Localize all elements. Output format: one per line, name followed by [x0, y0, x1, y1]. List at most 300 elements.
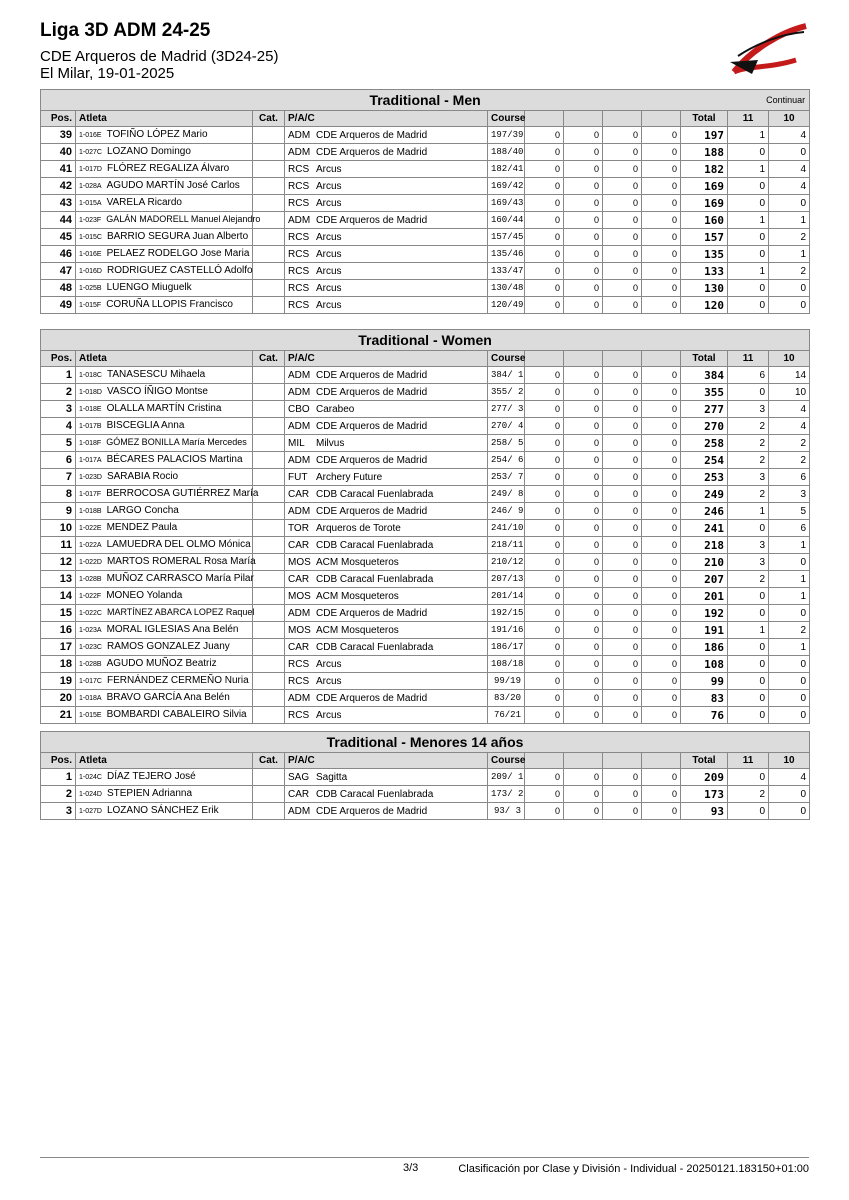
club-name: CDE Arqueros de Madrid — [316, 386, 428, 398]
table-row — [41, 622, 810, 639]
category — [253, 554, 285, 571]
position: 4 — [41, 418, 76, 435]
table-row — [41, 401, 810, 418]
count-10: 0 — [769, 144, 810, 161]
score-cell: 0 — [525, 384, 564, 401]
count-11: 0 — [728, 229, 769, 246]
position: 18 — [41, 656, 76, 673]
score-cell: 0 — [603, 263, 642, 280]
score-cell: 0 — [642, 246, 681, 263]
category — [253, 520, 285, 537]
club-code: ADM — [288, 386, 311, 398]
count-10: 14 — [769, 367, 810, 384]
club-code: RCS — [288, 248, 310, 260]
category — [253, 144, 285, 161]
athlete-name: VASCO ÍÑIGO Montse — [106, 386, 208, 397]
athlete — [76, 263, 253, 280]
score-cell: 0 — [564, 803, 603, 820]
club-code: RCS — [288, 180, 310, 192]
club-name: CDB Caracal Fuenlabrada — [316, 788, 434, 800]
count-11: 1 — [728, 161, 769, 178]
count-10: 4 — [769, 161, 810, 178]
category — [253, 297, 285, 314]
col-11-header: 11 — [728, 351, 769, 367]
athlete-name: GALÁN MADORELL Manuel Alejandro — [106, 214, 261, 224]
score-cell: 0 — [525, 605, 564, 622]
score-cell: 0 — [525, 469, 564, 486]
category — [253, 605, 285, 622]
col-pac-header: P/A/C — [285, 753, 488, 769]
total-score: 249 — [681, 486, 728, 503]
club — [285, 229, 488, 246]
score-cell: 0 — [642, 469, 681, 486]
total-score: 191 — [681, 622, 728, 639]
club-logo — [726, 22, 828, 78]
count-11: 3 — [728, 537, 769, 554]
category — [253, 571, 285, 588]
score-cell: 0 — [642, 144, 681, 161]
count-10: 0 — [769, 554, 810, 571]
athlete — [76, 639, 253, 656]
club-name: CDE Arqueros de Madrid — [316, 129, 428, 141]
score-cell: 0 — [642, 554, 681, 571]
score-cell: 0 — [525, 229, 564, 246]
table-row — [41, 367, 810, 384]
score-cell: 0 — [603, 144, 642, 161]
club-code: ADM — [288, 805, 311, 817]
count-10: 0 — [769, 656, 810, 673]
score-cell: 0 — [642, 673, 681, 690]
club-code: MIL — [288, 437, 305, 449]
col-pos-header: Pos. — [41, 753, 76, 769]
club-name: CDE Arqueros de Madrid — [316, 692, 428, 704]
club-code: MOS — [288, 590, 311, 602]
target-code: 1-028B — [79, 576, 102, 583]
target-code: 1-016E — [79, 132, 102, 139]
position: 3 — [41, 401, 76, 418]
category — [253, 280, 285, 297]
club-code: RCS — [288, 299, 310, 311]
athlete — [76, 707, 253, 724]
score-cell: 0 — [642, 656, 681, 673]
club — [285, 707, 488, 724]
athlete — [76, 605, 253, 622]
score-cell: 0 — [603, 605, 642, 622]
club — [285, 401, 488, 418]
table-row — [41, 690, 810, 707]
course-score: 120/49 — [488, 297, 525, 314]
count-10: 0 — [769, 673, 810, 690]
count-10: 1 — [769, 588, 810, 605]
score-cell: 0 — [603, 486, 642, 503]
score-cell: 0 — [603, 469, 642, 486]
target-code: 1-017A — [79, 457, 102, 464]
event-name: CDE Arqueros de Madrid (3D24-25) — [40, 48, 279, 65]
course-score: 254/ 6 — [488, 452, 525, 469]
club-code: RCS — [288, 282, 310, 294]
club — [285, 803, 488, 820]
score-cell: 0 — [525, 690, 564, 707]
score-cell: 0 — [525, 554, 564, 571]
score-cell: 0 — [603, 639, 642, 656]
col-total-header: Total — [681, 351, 728, 367]
athlete-name: BRAVO GARCÍA Ana Belén — [106, 692, 230, 703]
page-title: Liga 3D ADM 24-25 — [40, 20, 211, 41]
score-cell: 0 — [525, 280, 564, 297]
athlete — [76, 554, 256, 571]
athlete-name: DÍAZ TEJERO José — [106, 771, 196, 782]
category — [253, 178, 285, 195]
club-code: ADM — [288, 454, 311, 466]
athlete — [76, 280, 253, 297]
club — [285, 656, 488, 673]
score-cell: 0 — [564, 786, 603, 803]
col-11-header: 11 — [728, 111, 769, 127]
section-title-text: Traditional - Men — [369, 92, 481, 108]
athlete-name: MORAL IGLESIAS Ana Belén — [106, 624, 239, 635]
athlete-name: AGUDO MARTÍN José Carlos — [106, 180, 240, 191]
position: 46 — [41, 246, 76, 263]
score-cell: 0 — [564, 178, 603, 195]
col-total-header: Total — [681, 753, 728, 769]
athlete — [76, 503, 253, 520]
table-row — [41, 503, 810, 520]
course-score: 169/42 — [488, 178, 525, 195]
club-name: Archery Future — [316, 471, 383, 483]
count-11: 0 — [728, 803, 769, 820]
score-cell: 0 — [642, 435, 681, 452]
club-code: CAR — [288, 641, 310, 653]
athlete-name: SARABIA Rocio — [106, 471, 179, 482]
athlete — [76, 520, 253, 537]
course-score: 253/ 7 — [488, 469, 525, 486]
score-cell: 0 — [525, 769, 564, 786]
course-score: 76/21 — [488, 707, 525, 724]
score-cell: 0 — [525, 803, 564, 820]
score-cell: 0 — [564, 469, 603, 486]
position: 21 — [41, 707, 76, 724]
total-score: 93 — [681, 803, 728, 820]
athlete — [76, 673, 253, 690]
table-row — [41, 144, 810, 161]
club-name: Arcus — [316, 709, 342, 721]
total-score: 188 — [681, 144, 728, 161]
table-row — [41, 707, 810, 724]
total-score: 270 — [681, 418, 728, 435]
count-10: 0 — [769, 195, 810, 212]
count-11: 0 — [728, 144, 769, 161]
athlete-name: MARTOS ROMERAL Rosa María — [106, 556, 256, 567]
table-row — [41, 263, 810, 280]
footer-divider — [40, 1157, 809, 1158]
count-11: 0 — [728, 605, 769, 622]
club — [285, 161, 488, 178]
athlete-name: LUENGO Miuguelk — [106, 282, 192, 293]
count-11: 0 — [728, 639, 769, 656]
count-10: 1 — [769, 639, 810, 656]
table-row — [41, 195, 810, 212]
club-code: RCS — [288, 658, 310, 670]
section-title-text: Traditional - Women — [358, 332, 492, 348]
col-empty — [564, 111, 603, 127]
score-cell: 0 — [564, 297, 603, 314]
table-row — [41, 520, 810, 537]
club-code: ADM — [288, 607, 311, 619]
score-cell: 0 — [525, 144, 564, 161]
table-row — [41, 554, 810, 571]
club-code: RCS — [288, 197, 310, 209]
score-cell: 0 — [564, 656, 603, 673]
col-cat-header: Cat. — [253, 351, 285, 367]
table-row — [41, 673, 810, 690]
total-score: 173 — [681, 786, 728, 803]
score-cell: 0 — [525, 537, 564, 554]
category — [253, 469, 285, 486]
score-cell: 0 — [603, 588, 642, 605]
club-name: CDE Arqueros de Madrid — [316, 505, 428, 517]
count-11: 2 — [728, 571, 769, 588]
club — [285, 127, 488, 144]
athlete-name: BOMBARDI CABALEIRO Silvia — [106, 709, 247, 720]
athlete — [76, 435, 253, 452]
athlete-name: CORUÑA LLOPIS Francisco — [106, 299, 233, 310]
course-score: 133/47 — [488, 263, 525, 280]
score-cell: 0 — [642, 786, 681, 803]
score-cell: 0 — [525, 639, 564, 656]
count-10: 2 — [769, 229, 810, 246]
athlete — [76, 246, 253, 263]
score-cell: 0 — [564, 639, 603, 656]
target-code: 1-017D — [79, 166, 102, 173]
club — [285, 571, 488, 588]
category — [253, 707, 285, 724]
athlete — [76, 367, 253, 384]
athlete-name: GÓMEZ BONILLA María Mercedes — [106, 437, 247, 447]
athlete-name: BÉCARES PALACIOS Martina — [106, 454, 243, 465]
athlete — [76, 537, 253, 554]
athlete — [76, 571, 253, 588]
section-title — [41, 90, 810, 111]
count-11: 0 — [728, 690, 769, 707]
athlete — [76, 690, 253, 707]
position: 44 — [41, 212, 76, 229]
col-cat-header: Cat. — [253, 753, 285, 769]
score-cell: 0 — [603, 229, 642, 246]
score-cell: 0 — [603, 707, 642, 724]
athlete — [76, 588, 253, 605]
score-cell: 0 — [525, 401, 564, 418]
athlete — [76, 622, 253, 639]
target-code: 1-022D — [79, 559, 102, 566]
target-code: 1-015E — [79, 712, 102, 719]
category — [253, 769, 285, 786]
course-score: 210/12 — [488, 554, 525, 571]
score-cell: 0 — [642, 622, 681, 639]
target-code: 1-027D — [79, 808, 102, 815]
club — [285, 212, 488, 229]
club-code: FUT — [288, 471, 308, 483]
course-score: 108/18 — [488, 656, 525, 673]
count-10: 6 — [769, 469, 810, 486]
score-cell: 0 — [525, 503, 564, 520]
target-code: 1-017B — [79, 423, 102, 430]
club-code: TOR — [288, 522, 309, 534]
club-name: ACM Mosqueteros — [316, 556, 399, 568]
score-cell: 0 — [642, 769, 681, 786]
score-cell: 0 — [564, 161, 603, 178]
club-name: CDE Arqueros de Madrid — [316, 607, 428, 619]
score-cell: 0 — [564, 401, 603, 418]
position: 2 — [41, 786, 76, 803]
position: 45 — [41, 229, 76, 246]
club-name: Carabeo — [316, 403, 355, 415]
course-score: 191/16 — [488, 622, 525, 639]
score-cell: 0 — [603, 195, 642, 212]
col-empty — [603, 351, 642, 367]
target-code: 1-018B — [79, 508, 102, 515]
athlete-name: VARELA Ricardo — [106, 197, 182, 208]
col-10-header: 10 — [769, 111, 810, 127]
table-row — [41, 435, 810, 452]
score-cell: 0 — [564, 673, 603, 690]
count-11: 3 — [728, 401, 769, 418]
score-cell: 0 — [603, 401, 642, 418]
total-score: 218 — [681, 537, 728, 554]
position: 16 — [41, 622, 76, 639]
course-score: 169/43 — [488, 195, 525, 212]
target-code: 1-017C — [79, 678, 102, 685]
category — [253, 622, 285, 639]
score-cell: 0 — [525, 520, 564, 537]
table-row — [41, 246, 810, 263]
target-code: 1-025B — [79, 285, 102, 292]
score-cell: 0 — [525, 195, 564, 212]
table-row — [41, 537, 810, 554]
score-cell: 0 — [564, 418, 603, 435]
total-score: 160 — [681, 212, 728, 229]
club-code: CAR — [288, 488, 310, 500]
position: 49 — [41, 297, 76, 314]
score-cell: 0 — [642, 280, 681, 297]
club-name: CDE Arqueros de Madrid — [316, 146, 428, 158]
club — [285, 144, 488, 161]
category — [253, 690, 285, 707]
score-cell: 0 — [564, 503, 603, 520]
score-cell: 0 — [525, 297, 564, 314]
count-11: 1 — [728, 503, 769, 520]
club — [285, 384, 488, 401]
total-score: 253 — [681, 469, 728, 486]
position: 47 — [41, 263, 76, 280]
club-code: CAR — [288, 788, 310, 800]
col-course-header: Course — [488, 753, 525, 769]
table-row — [41, 418, 810, 435]
course-score: 93/ 3 — [488, 803, 525, 820]
course-score: 83/20 — [488, 690, 525, 707]
total-score: 135 — [681, 246, 728, 263]
score-cell: 0 — [642, 401, 681, 418]
course-score: 249/ 8 — [488, 486, 525, 503]
score-cell: 0 — [603, 769, 642, 786]
club-name: Sagitta — [316, 771, 348, 783]
col-athlete-header: Atleta — [76, 111, 253, 127]
count-10: 3 — [769, 486, 810, 503]
course-score: 218/11 — [488, 537, 525, 554]
club-code: RCS — [288, 265, 310, 277]
category — [253, 127, 285, 144]
club — [285, 588, 488, 605]
category — [253, 588, 285, 605]
score-cell: 0 — [603, 520, 642, 537]
course-score: 207/13 — [488, 571, 525, 588]
club — [285, 769, 488, 786]
score-cell: 0 — [525, 707, 564, 724]
table-row — [41, 571, 810, 588]
score-cell: 0 — [642, 452, 681, 469]
target-code: 1-016D — [79, 268, 102, 275]
position: 42 — [41, 178, 76, 195]
table-row — [41, 127, 810, 144]
score-cell: 0 — [564, 571, 603, 588]
target-code: 1-018E — [79, 406, 102, 413]
position: 40 — [41, 144, 76, 161]
category — [253, 803, 285, 820]
table-row — [41, 786, 810, 803]
count-11: 0 — [728, 588, 769, 605]
club-code: CBO — [288, 403, 310, 415]
athlete-name: LOZANO SÁNCHEZ Erik — [106, 805, 219, 816]
athlete — [76, 469, 253, 486]
athlete — [76, 229, 253, 246]
count-10: 0 — [769, 297, 810, 314]
table-row — [41, 280, 810, 297]
position: 5 — [41, 435, 76, 452]
score-cell: 0 — [525, 622, 564, 639]
total-score: 277 — [681, 401, 728, 418]
club-code: CAR — [288, 573, 310, 585]
target-code: 1-022F — [79, 593, 102, 600]
count-10: 4 — [769, 127, 810, 144]
category — [253, 246, 285, 263]
course-score: 192/15 — [488, 605, 525, 622]
club — [285, 537, 488, 554]
athlete — [76, 401, 253, 418]
category — [253, 384, 285, 401]
club-code: RCS — [288, 675, 310, 687]
count-10: 0 — [769, 690, 810, 707]
score-cell: 0 — [603, 537, 642, 554]
score-cell: 0 — [564, 384, 603, 401]
score-cell: 0 — [642, 161, 681, 178]
club-name: Arcus — [316, 180, 342, 192]
col-empty — [603, 111, 642, 127]
total-score: 130 — [681, 280, 728, 297]
score-cell: 0 — [642, 384, 681, 401]
table-row — [41, 486, 810, 503]
score-cell: 0 — [564, 127, 603, 144]
col-empty — [525, 111, 564, 127]
athlete — [76, 656, 253, 673]
position: 3 — [41, 803, 76, 820]
category — [253, 503, 285, 520]
col-empty — [564, 351, 603, 367]
athlete-name: TOFIÑO LÓPEZ Mario — [106, 129, 208, 140]
category — [253, 418, 285, 435]
count-11: 1 — [728, 263, 769, 280]
athlete-name: OLALLA MARTÍN Cristina — [106, 403, 222, 414]
target-code: 1-022A — [79, 542, 102, 549]
position: 19 — [41, 673, 76, 690]
